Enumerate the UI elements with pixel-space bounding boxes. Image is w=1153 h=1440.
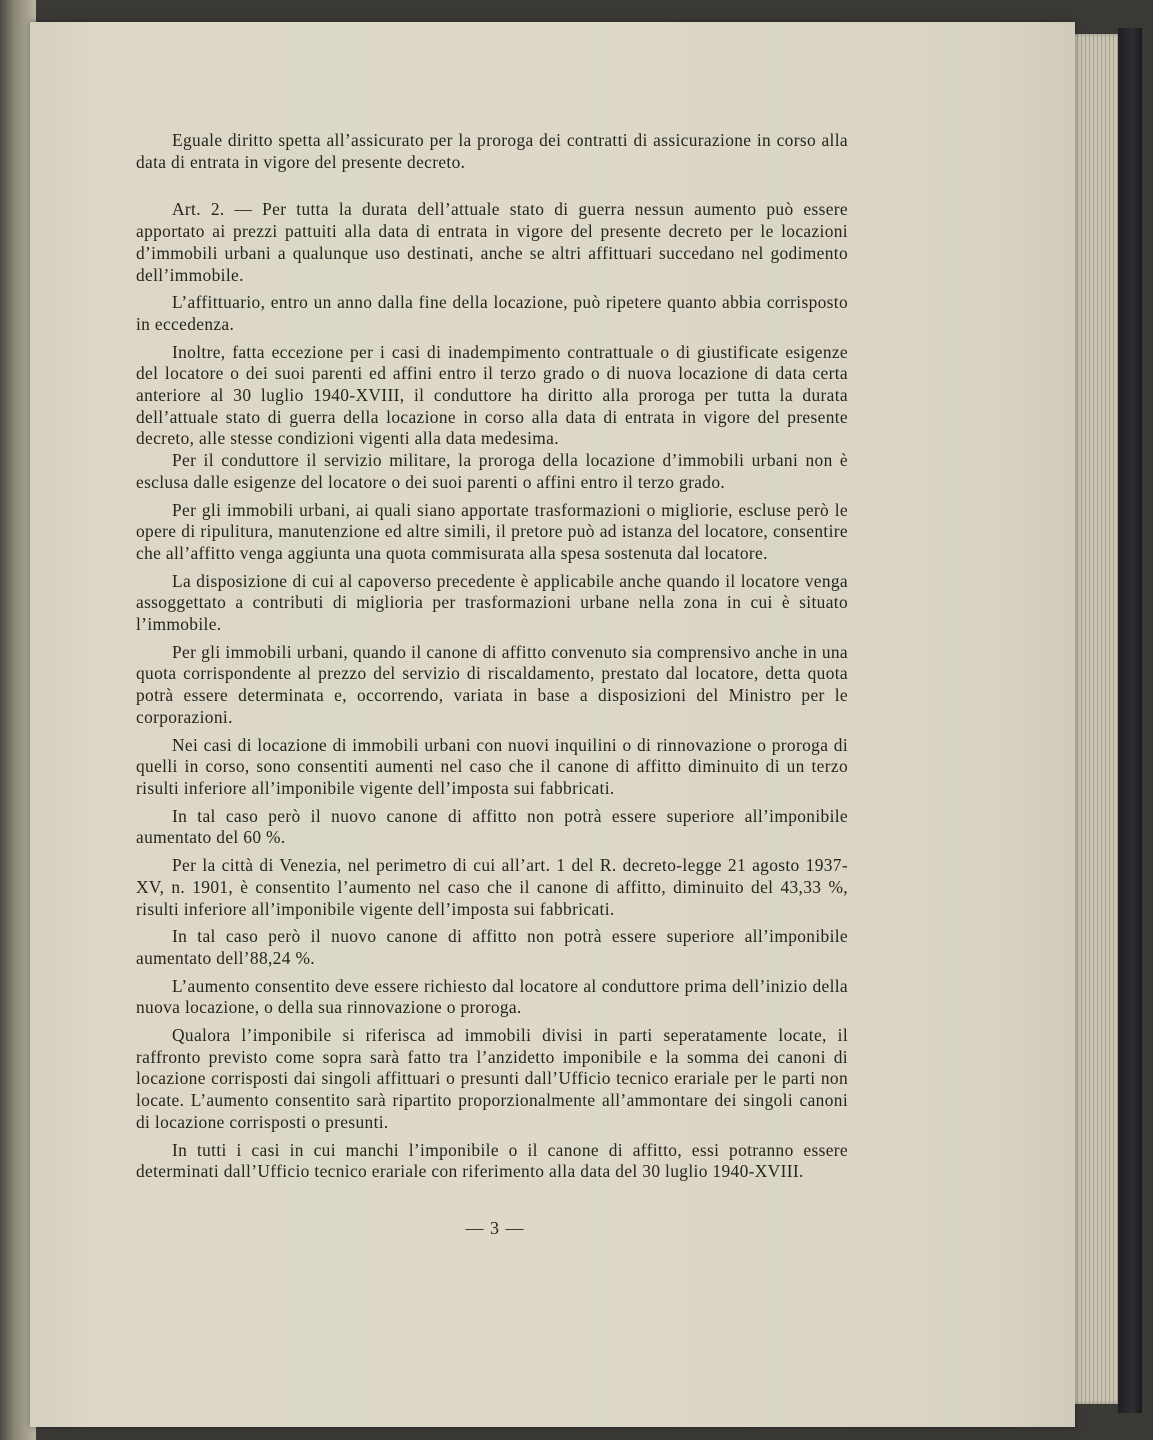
- paragraph: Qualora l’imponibile si riferisca ad immobili divisi in parti seperatamente locate, il raffronto previsto come sopra sarà fatto tra l’anzidetto imponibile e la somma dei canoni di locazione corrisposti dai singoli affittuari o presunti dall’Ufficio tecnico erariale per le parti non locate. L’aumento consentito sarà ripartito proporzionalmente all’ammontare dei singoli canoni di locazione corrisposti o presunti.: [136, 1025, 848, 1132]
- book-cover-edge: [1118, 28, 1142, 1413]
- paragraph: Eguale diritto spetta all’assicurato per la proroga dei contratti di assicurazione in corso alla data di entrata in vigore del presente decreto.: [136, 130, 848, 172]
- paragraph: In tal caso però il nuovo canone di affitto non potrà essere superiore all’imponibile aumentato dell’88,24 %.: [136, 926, 848, 968]
- paragraph: L’aumento consentito deve essere richiesto dal locatore al conduttore prima dell’inizio della nuova locazione, o della sua rinnovazione o proroga.: [136, 975, 848, 1018]
- paragraph: Per il conduttore il servizio militare, la proroga della locazione d’immobili urbani non è esclusa dalle esigenze del locatore o dei suoi parenti o affini entro il terzo grado.: [136, 450, 848, 492]
- paragraph: Nei casi di locazione di immobili urbani con nuovi inquilini o di rinnovazione o proroga di quelli in corso, sono consentiti aumenti nel caso che il canone di affitto diminuito di un terzo risulti inferiore all’imponibile vigente dell’imposta sui fabbricati.: [136, 734, 848, 798]
- paragraph: Per gli immobili urbani, quando il canone di affitto convenuto sia comprensivo anche in una quota corrispondente al prezzo del servizio di riscaldamento, prestato dal locatore, detta quota potrà essere determinata e, occorrendo, variata in base a disposizioni del Ministro per le corporazioni.: [136, 641, 848, 727]
- paragraph: L’affittuario, entro un anno dalla fine della locazione, può ripetere quanto abbia corrisposto in eccedenza.: [136, 292, 848, 334]
- paragraph: Inoltre, fatta eccezione per i casi di inadempimento contrattuale o di giustificate esigenze del locatore o dei suoi parenti ed affini entro il terzo grado o di nuova locazione di data certa anteriore al 30 luglio 1940-XVIII, il conduttore ha diritto alla proroga per tutta la durata dell’attuale stato di guerra della locazione in corso alla data di entrata in vigore del presente decreto, alle stesse condizioni vigenti alla data medesima.: [136, 341, 848, 449]
- page-stack-edges: [1070, 34, 1122, 1404]
- paragraph: In tal caso però il nuovo canone di affitto non potrà essere superiore all’imponibile aumentato del 60 %.: [136, 805, 848, 848]
- paragraph: Per gli immobili urbani, ai quali siano apportate trasformazioni o migliorie, escluse però le opere di ripulitura, manutenzione ed altre simili, il pretore può ad istanza del locatore, consentire che all’affitto venga aggiunta una quota commisurata alla spesa sostenuta dal locatore.: [136, 499, 848, 563]
- paragraph: La disposizione di cui al capoverso precedente è applicabile anche quando il locatore venga assoggettato a contributi di miglioria per trasformazioni urbane nella zona in cui è situato l’immobile.: [136, 570, 848, 635]
- paragraph: In tutti i casi in cui manchi l’imponibile o il canone di affitto, essi potranno essere determinati dall’Ufficio tecnico erariale con riferimento alla data del 30 luglio 1940-XVIII.: [136, 1139, 848, 1182]
- paragraph: Per la città di Venezia, nel perimetro di cui all’art. 1 del R. decreto-legge 21 agosto 1937-XV, n. 1901, è consentito l’aumento nel caso che il canone di affitto, diminuito del 43,33 %, risulti inferiore all’imponibile vigente dell’imposta sui fabbricati.: [136, 855, 848, 919]
- page-number: — 3 —: [465, 1218, 525, 1238]
- article-2-paragraph: Art. 2. — Per tutta la durata dell’attuale stato di guerra nessun aumento può essere apportato ai prezzi pattuiti alla data di entrata in vigore del presente decreto per le locazioni d’immobili urbani a qualunque uso destinati, anche se altri affittuari succedano nel godimento dell’immobile.: [136, 199, 848, 285]
- document-body: [136, 130, 848, 1183]
